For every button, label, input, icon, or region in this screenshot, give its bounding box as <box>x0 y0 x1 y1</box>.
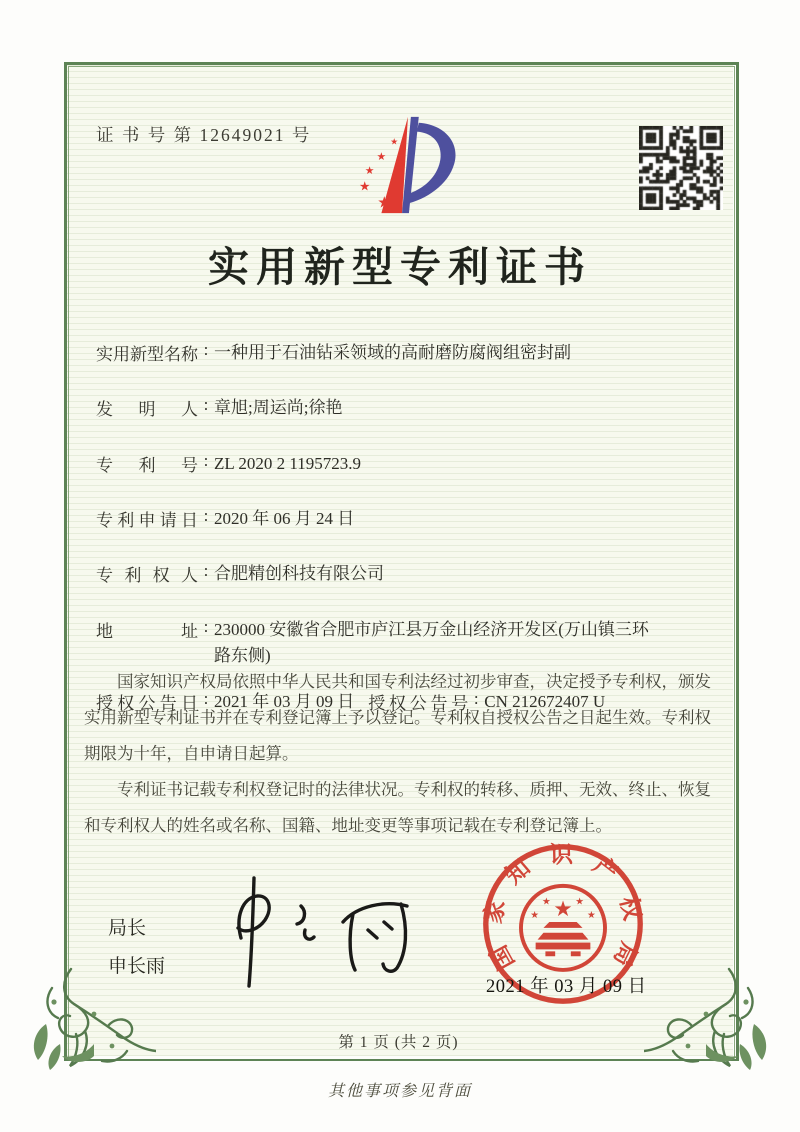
officer-title: 局长 <box>108 918 147 939</box>
grant-date-value: 2021 年 03 月 09 日 <box>214 692 355 712</box>
field-label: 发明人 <box>96 400 198 420</box>
seal-star-icon: ★ <box>575 896 584 908</box>
field-colon: : <box>203 689 209 709</box>
field-row-patent-number <box>96 451 706 477</box>
grant-number-value: CN 212672407 U <box>484 692 606 712</box>
field-value: 230000 安徽省合肥市庐江县万金山经济开发区(万山镇三环路东侧) <box>214 619 649 666</box>
seal-star-icon: ★ <box>530 910 540 922</box>
certificate-title: 实用新型专利证书 <box>208 244 592 290</box>
seal-star-icon: ★ <box>542 896 551 908</box>
seal-arc-text: 国家知识产权局 <box>480 842 646 974</box>
field-colon: : <box>203 506 209 526</box>
field-colon: : <box>203 450 209 470</box>
certificate-number: 证 书 号 第 12649021 号 <box>96 125 312 145</box>
handwritten-signature-icon <box>205 872 435 994</box>
field-row-name <box>96 340 706 366</box>
field-colon: : <box>203 340 209 359</box>
legal-paragraph: 专利证书记载专利权登记时的法律状况。专利权的转移、质押、无效、终止、恢复和专利权人的姓名或名称、国籍、地址变更等事项记载在专利登记簿上。 <box>84 779 711 835</box>
officer-block <box>108 910 165 986</box>
legal-paragraph: 国家知识产权局依照中华人民共和国专利法经过初步审查，决定授予专利权，颁发实用新型专利证书并在专利登记簿上予以登记。专利权自授权公告之日起生效。专利权期限为十年，自申请日起算。 <box>84 672 711 763</box>
logo-star-icon: ★ <box>364 163 375 177</box>
field-label: 授权公告日 <box>96 694 198 714</box>
field-colon: : <box>473 689 479 709</box>
page-number: 第 1 页 (共 2 页) <box>338 1034 459 1051</box>
seal-date: 2021 年 03 月 09 日 <box>486 977 647 997</box>
field-row-inventors <box>96 395 706 421</box>
field-colon: : <box>203 561 209 581</box>
officer-name: 申长雨 <box>108 956 166 977</box>
logo-star-icon: ★ <box>390 137 399 148</box>
field-value: 合肥精创科技有限公司 <box>214 564 384 584</box>
logo-star-icon: ★ <box>358 179 371 195</box>
seal-star-icon: ★ <box>586 910 596 922</box>
field-label: 授权公告号 <box>368 694 469 714</box>
back-side-note: 其他事项参见背面 <box>327 1083 472 1100</box>
field-row-filing-date <box>96 506 706 532</box>
qr-code <box>639 126 723 210</box>
logo-star-icon: ★ <box>376 150 387 164</box>
field-value: 2020 年 06 月 24 日 <box>214 509 355 529</box>
field-value: ZL 2020 2 1195723.9 <box>214 453 362 473</box>
legal-text-block <box>84 664 718 844</box>
field-colon: : <box>203 616 209 636</box>
field-value: 章旭;周运尚;徐艳 <box>214 398 343 418</box>
field-label: 实用新型名称 <box>96 345 198 364</box>
cnipa-logo-icon <box>346 112 464 218</box>
logo-star-icon: ★ <box>377 192 392 212</box>
field-row-address <box>96 617 706 670</box>
field-value: 一种用于石油钻采领域的高耐磨防腐阀组密封副 <box>214 343 571 362</box>
field-label: 专利申请日 <box>96 511 198 531</box>
field-label: 专利权人 <box>96 566 198 586</box>
seal-star-icon: ★ <box>553 897 573 923</box>
field-colon: : <box>203 395 209 415</box>
field-row-patentee <box>96 561 706 587</box>
field-label: 专利号 <box>96 455 198 475</box>
field-label: 地址 <box>96 621 198 641</box>
